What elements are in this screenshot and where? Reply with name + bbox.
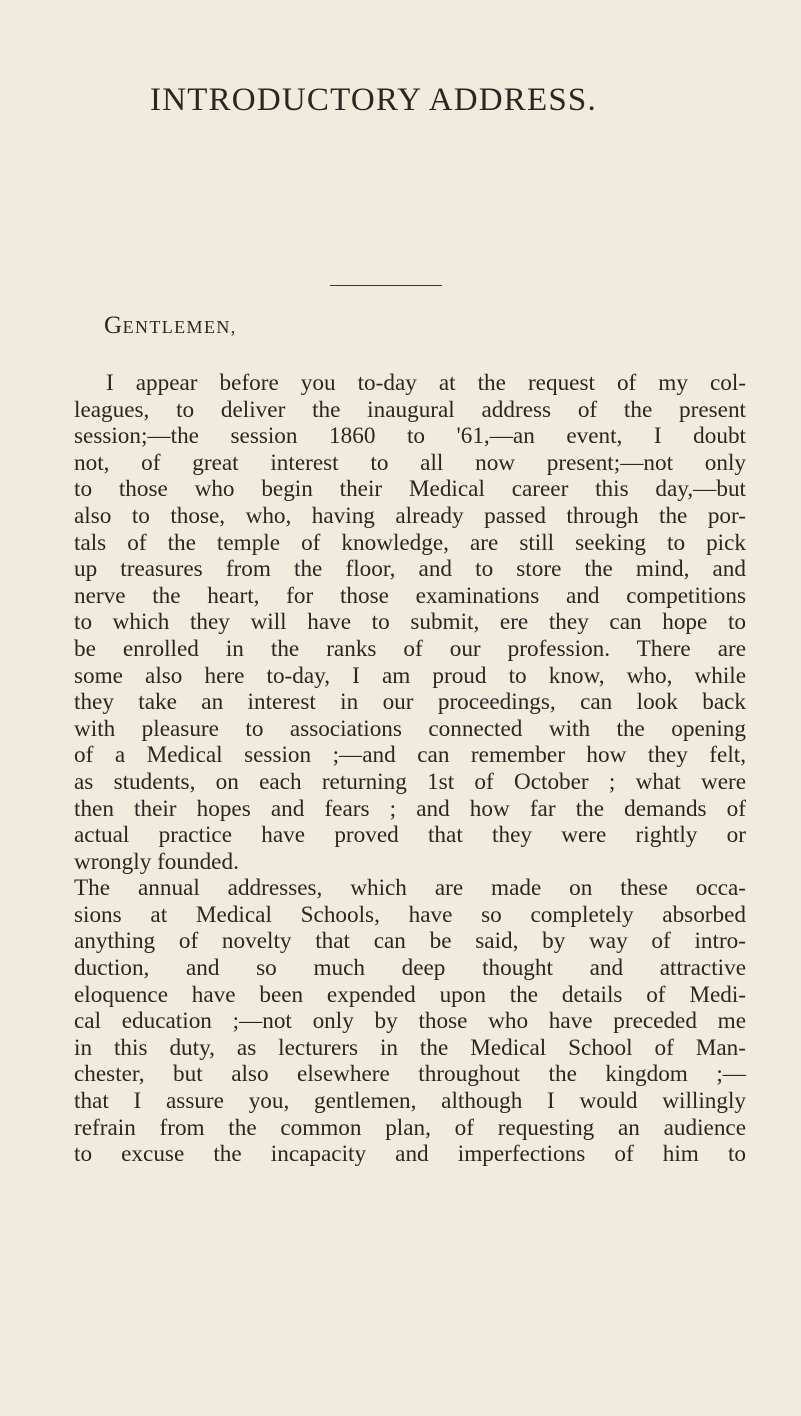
- text-line: in this duty, as lecturers in the Medical School of Man-: [74, 1034, 746, 1061]
- text-line: chester, but also elsewhere throughout the kingdom ;—: [74, 1061, 746, 1088]
- text-line: also to those, who, having already passed through the por-: [74, 502, 746, 529]
- text-line: to those who begin their Medical career this day,—but: [74, 476, 746, 503]
- text-line: nerve the heart, for those examinations and competitions: [74, 582, 746, 609]
- text-line: that I assure you, gentlemen, although I would willingly: [74, 1088, 746, 1115]
- text-line: be enrolled in the ranks of our profession. There are: [74, 635, 746, 662]
- text-line: they take an interest in our proceedings, can look back: [74, 689, 746, 716]
- text-line: anything of novelty that can be said, by way of intro-: [74, 928, 746, 955]
- text-line: wrongly founded.: [74, 848, 239, 875]
- text-line: as students, on each returning 1st of October ; what were: [74, 768, 746, 795]
- text-line: I appear before you to-day at the request of my col-: [106, 370, 746, 396]
- salutation: [104, 312, 237, 340]
- text-line: refrain from the common plan, of requesting an audience: [74, 1114, 746, 1141]
- text-line: eloquence have been expended upon the details of Medi-: [74, 981, 746, 1008]
- text-line: actual practice have proved that they were rightly or: [74, 822, 746, 849]
- text-line: with pleasure to associations connected with the opening: [74, 715, 746, 742]
- text-line: some also here to-day, I am proud to know, who, while: [74, 662, 746, 689]
- text-line: to excuse the incapacity and imperfections of him to: [74, 1141, 746, 1168]
- text-line: leagues, to deliver the inaugural address of the present: [74, 396, 746, 423]
- text-line: session;—the session 1860 to '61,—an event, I doubt: [74, 423, 746, 450]
- page-title: INTRODUCTORY ADDRESS.: [150, 82, 597, 118]
- body-text: [74, 370, 746, 1168]
- text-line: up treasures from the floor, and to store the mind, and: [74, 556, 746, 583]
- text-line: sions at Medical Schools, have so completely absorbed: [74, 901, 746, 928]
- salutation-rest: ENTLEMEN,: [122, 317, 237, 337]
- text-line: cal education ;—not only by those who have preceded me: [74, 1008, 746, 1035]
- text-line: tals of the temple of knowledge, are still seeking to pick: [74, 529, 746, 556]
- text-line: The annual addresses, which are made on these occa-: [74, 875, 746, 902]
- text-line: duction, and so much deep thought and attractive: [74, 955, 746, 982]
- salutation-initial: G: [104, 312, 123, 339]
- title-divider: [330, 285, 442, 286]
- text-line: not, of great interest to all now present;—not only: [74, 449, 746, 476]
- text-line: to which they will have to submit, ere they can hope to: [74, 609, 746, 636]
- text-line: of a Medical session ;—and can remember how they felt,: [74, 742, 746, 769]
- text-line: then their hopes and fears ; and how far the demands of: [74, 795, 746, 822]
